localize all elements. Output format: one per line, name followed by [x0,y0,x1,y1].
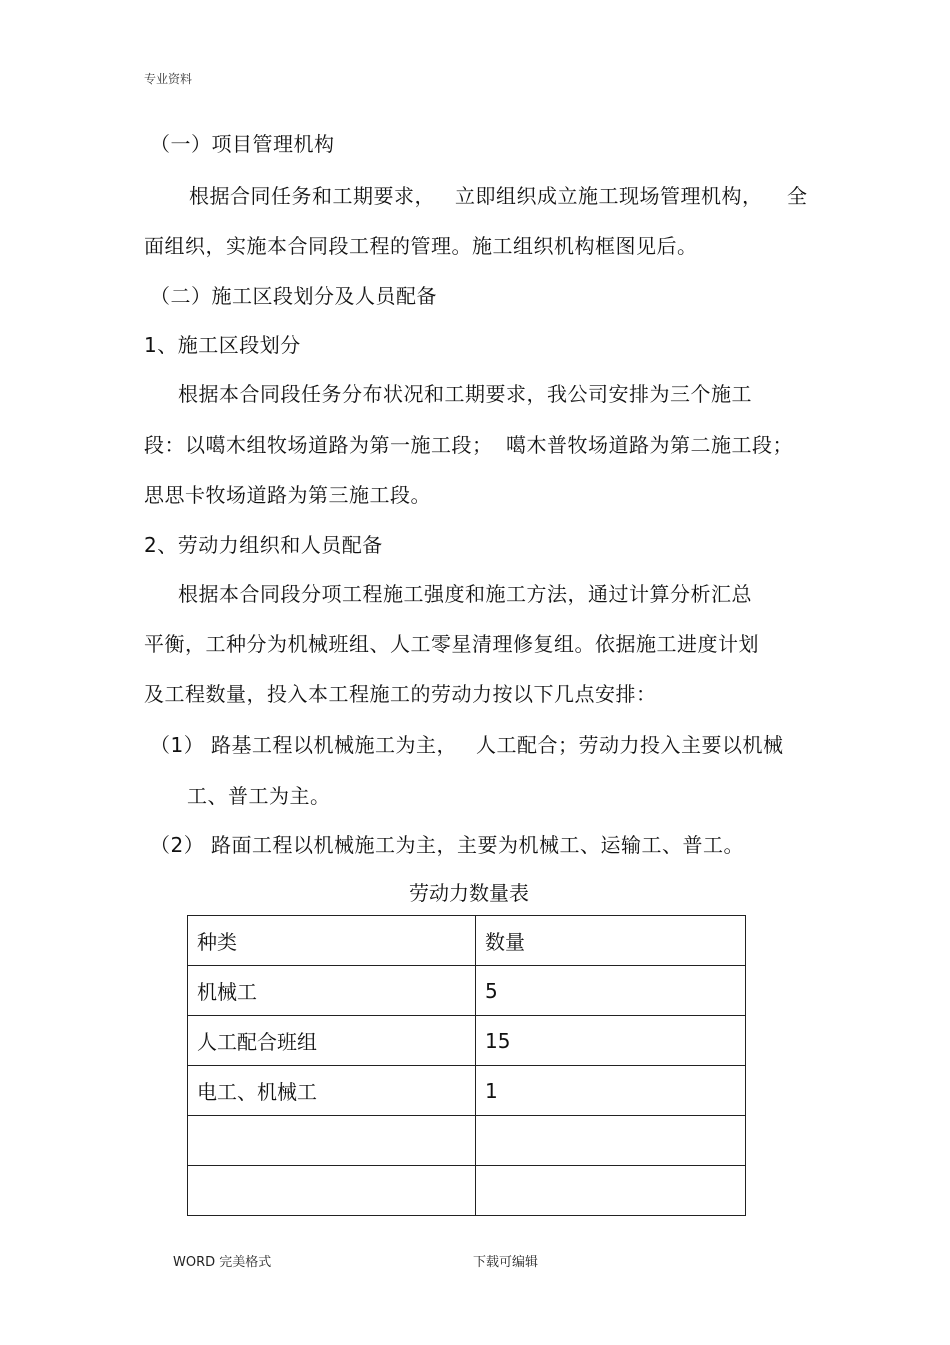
list-item-2-number: （2） [150,833,205,857]
table-row [188,1066,746,1116]
section-1-title: （一）项目管理机构 [150,132,335,156]
list-item-1-text-a: 路基工程以机械施工为主， [211,733,457,757]
table-title: 劳动力数量表 [409,881,529,905]
paragraph-1-line-1b: 立即组织成立施工现场管理机构， [455,184,763,208]
table-row [188,1166,746,1216]
table-row [188,1116,746,1166]
table-cell-quantity [476,1116,746,1166]
paragraph-1-line-1a: 根据合同任务和工期要求， [189,184,435,208]
table-header-row [188,916,746,966]
table-cell-quantity: 5 [476,966,746,1016]
table-cell-quantity [476,1166,746,1216]
list-item-1-number: （1） [150,733,205,757]
paragraph-3-line-1: 根据本合同段分项工程施工强度和施工方法，通过计算分析汇总 [178,582,752,606]
paragraph-2-line-2a: 段：以噶木组牧场道路为第一施工段； [144,433,493,457]
paragraph-2-line-2b: 噶木普牧场道路为第二施工段； [506,433,793,457]
table-cell-type: 电工、机械工 [188,1066,476,1116]
footer-left: WORD 完美格式 [173,1255,272,1270]
table-cell-type [188,1166,476,1216]
labor-table [187,915,746,1216]
footer-right: 下载可编辑 [473,1255,539,1270]
column-header-quantity: 数量 [476,916,746,966]
table-cell-type: 机械工 [188,966,476,1016]
list-item-2-text: 路面工程以机械施工为主，主要为机械工、运输工、普工。 [211,833,744,857]
paragraph-2-line-3: 思思卡牧场道路为第三施工段。 [144,483,431,507]
paragraph-2-line-1: 根据本合同段任务分布状况和工期要求，我公司安排为三个施工 [178,382,752,406]
table-cell-type: 人工配合班组 [188,1016,476,1066]
subsection-1-title: 1、施工区段划分 [144,333,301,357]
subsection-2-title: 2、劳动力组织和人员配备 [144,533,383,557]
column-header-type: 种类 [188,916,476,966]
page-header: 专业资料 [144,72,193,86]
list-item-1-continuation: 工、普工为主。 [187,784,331,808]
table-row [188,966,746,1016]
table-cell-type [188,1116,476,1166]
list-item-1-text-b: 人工配合；劳动力投入主要以机械 [476,733,784,757]
section-2-title: （二）施工区段划分及人员配备 [150,284,437,308]
paragraph-3-line-3: 及工程数量，投入本工程施工的劳动力按以下几点安排： [144,682,657,706]
paragraph-1-line-1c: 全 [787,184,808,208]
table-cell-quantity: 15 [476,1016,746,1066]
paragraph-3-line-2: 平衡，工种分为机械班组、人工零星清理修复组。依据施工进度计划 [144,632,759,656]
table-row [188,1016,746,1066]
table-cell-quantity: 1 [476,1066,746,1116]
paragraph-1-line-2: 面组织，实施本合同段工程的管理。施工组织机构框图见后。 [144,234,698,258]
